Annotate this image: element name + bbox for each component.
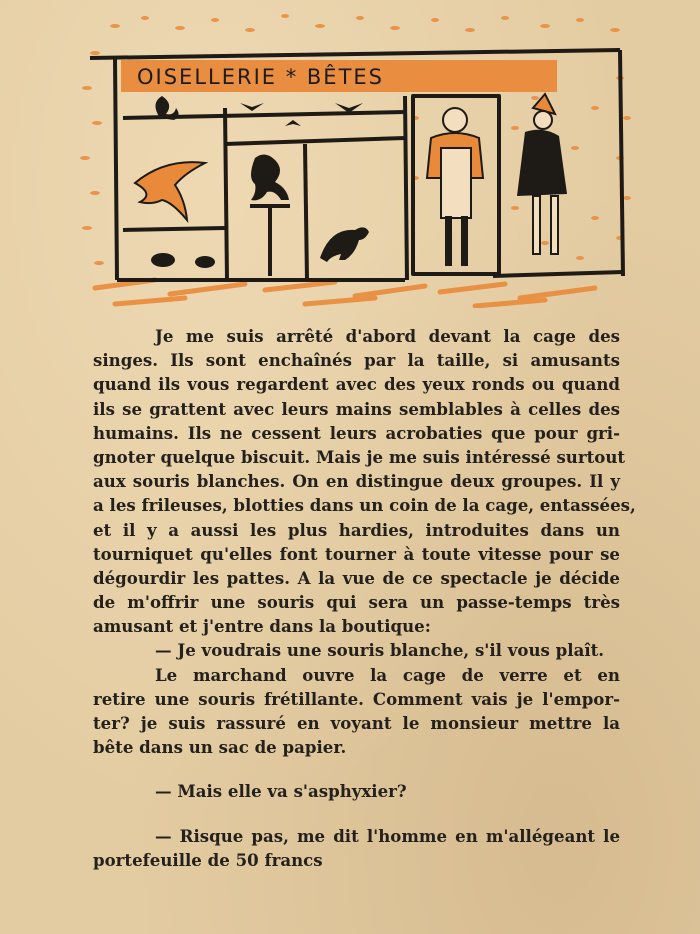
- animal-silhouettes: [135, 96, 369, 276]
- text-line: ils se grattent avec leurs mains semblables à celles des: [93, 398, 620, 419]
- text-line: retire une souris frétillante. Comment vais je l'empor-: [93, 688, 620, 709]
- text-line: a les frileuses, blotties dans un coin de la cage, entassées,: [93, 495, 636, 516]
- text-line: dégourdir les pattes. A la vue de ce spectacle je décide: [93, 567, 620, 588]
- paragraph: [93, 324, 636, 638]
- paragraph: [93, 824, 620, 872]
- shopkeeper-figure: [427, 108, 483, 266]
- story-text: [93, 324, 636, 872]
- text-line: Le marchand ouvre la cage de verre et en: [155, 664, 620, 685]
- shop-sign: OISELLERIE * BÊTES: [137, 65, 384, 89]
- text-line: de m'offrir une souris qui sera un passe-temps très: [93, 592, 620, 613]
- text-line: quand ils vous regardent avec des yeux ronds ou quand: [93, 374, 620, 395]
- text-line: portefeuille de 50 francs: [93, 849, 323, 870]
- paragraph: [93, 779, 620, 803]
- text-line: humains. Ils ne cessent leurs acrobaties que pour gri-: [93, 422, 620, 443]
- text-line: gnoter quelque biscuit. Mais je me suis intéressé surtout: [93, 446, 626, 467]
- text-line: Je me suis arrêté d'abord devant la cage des: [155, 326, 620, 346]
- text-line: bête dans un sac de papier.: [93, 737, 347, 758]
- paragraph: [93, 638, 620, 662]
- ground-strokes: [95, 280, 595, 306]
- paragraph: [93, 663, 620, 760]
- text-line: et il y a aussi les plus hardies, introduites dans un: [93, 519, 620, 540]
- text-line: ter? je suis rassuré en voyant le monsieur mettre la: [93, 713, 620, 733]
- text-line: tourniquet qu'elles font tourner à toute vitesse pour se: [93, 543, 620, 564]
- customer-figure: [517, 94, 567, 254]
- text-line: — Je voudrais une souris blanche, s'il vous plaît.: [155, 640, 605, 661]
- text-line: aux souris blanches. On en distingue deux groupes. Il y: [93, 471, 620, 492]
- text-line: — Mais elle va s'asphyxier?: [155, 781, 407, 802]
- text-line: singes. Ils sont enchaînés par la taille, si amusants: [93, 350, 620, 371]
- text-line: — Risque pas, me dit l'homme en m'allégeant le: [155, 825, 620, 846]
- shop-illustration: [75, 8, 635, 308]
- text-line: amusant et j'entre dans la boutique:: [93, 616, 431, 637]
